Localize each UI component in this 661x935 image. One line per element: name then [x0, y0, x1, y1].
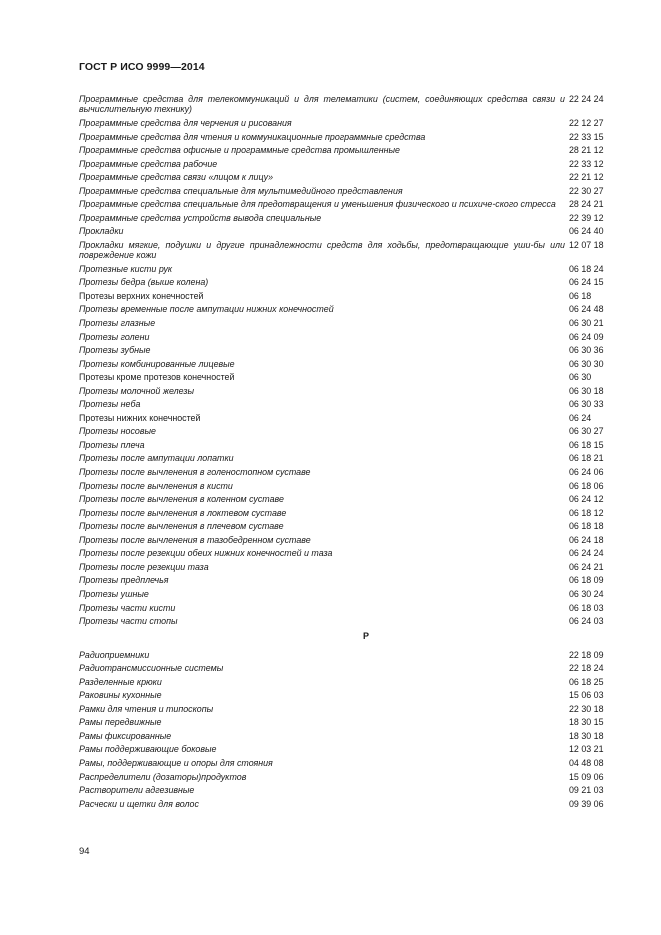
index-entry [79, 372, 613, 382]
entry-term: Протезы носовые [79, 426, 156, 437]
document-header: ГОСТ Р ИСО 9999—2014 [79, 61, 205, 73]
index-entry [79, 291, 613, 301]
entry-code: 12 03 21 [569, 744, 604, 755]
index-entry [79, 277, 613, 287]
index-entry [79, 386, 613, 396]
entry-code: 06 24 48 [569, 304, 604, 315]
entry-term: Рамки для чтения и типоскопы [79, 703, 214, 714]
index-entry [79, 399, 613, 409]
entry-code: 06 24 12 [569, 494, 604, 505]
entry-term: Протезы голени [79, 331, 150, 342]
entry-term: Протезы кроме протезов конечностей [79, 372, 235, 383]
index-entry [79, 440, 613, 450]
entry-term: Рамы поддерживающие боковые [79, 744, 217, 755]
entry-term: Протезы молочной железы [79, 385, 195, 396]
entry-code: 06 24 03 [569, 616, 604, 627]
index-entry [79, 548, 613, 558]
entry-term: Раковины кухонные [79, 690, 162, 701]
index-entry [79, 589, 613, 599]
entry-term: Растворители адгезивные [79, 785, 195, 796]
entry-term: Протезы комбинированные лицевые [79, 358, 235, 369]
entry-term: Протезы части стопы [79, 616, 178, 627]
entry-term: Программные средства для чтения и коммуникационные программные средства [79, 131, 426, 142]
entry-term: Протезы плеча [79, 439, 145, 450]
index-entry [79, 172, 613, 182]
entry-code: 15 06 03 [569, 690, 604, 701]
index-entry [79, 199, 613, 209]
entry-code: 06 18 12 [569, 507, 604, 518]
entry-code: 06 24 24 [569, 548, 604, 559]
entry-term: Рамы передвижные [79, 717, 162, 728]
index-entry [79, 213, 613, 223]
index-entry [79, 616, 613, 626]
index-entry [79, 521, 613, 531]
index-entry [79, 94, 613, 115]
entry-code: 06 30 33 [569, 399, 604, 410]
entry-term: Расчески и щетки для волос [79, 798, 199, 809]
entries-group-r [79, 650, 613, 809]
index-entry [79, 650, 613, 660]
entry-code: 06 24 21 [569, 561, 604, 572]
entry-term: Прокладки [79, 226, 124, 237]
entry-term: Протезные кисти рук [79, 263, 173, 274]
entry-term: Протезы после вычленения в голеностопном суставе [79, 467, 311, 478]
index-entry [79, 132, 613, 142]
index-entry [79, 467, 613, 477]
index-entry [79, 663, 613, 673]
entry-code: 06 30 27 [569, 426, 604, 437]
index-entry [79, 677, 613, 687]
entry-code: 18 30 18 [569, 730, 604, 741]
entry-code: 06 18 06 [569, 480, 604, 491]
index-entry [79, 359, 613, 369]
index-entry [79, 731, 613, 741]
entry-term: Рамы, поддерживающие и опоры для стояния [79, 757, 273, 768]
index-entry [79, 332, 613, 342]
entry-code: 06 24 40 [569, 226, 604, 237]
index-entry [79, 785, 613, 795]
index-entry [79, 159, 613, 169]
entry-code: 06 18 03 [569, 602, 604, 613]
index-entry [79, 345, 613, 355]
entry-code: 09 39 06 [569, 798, 604, 809]
entry-term: Прокладки мягкие, подушки и другие принадлежности средств для ходьбы, предотвращающие уши-бы или повреждение кожи [79, 239, 565, 261]
index-entry [79, 426, 613, 436]
entry-term: Радиотрансмиссионные системы [79, 663, 224, 674]
entry-term: Рамы фиксированные [79, 730, 172, 741]
entry-code: 06 18 [569, 290, 592, 301]
index-entry [79, 186, 613, 196]
entry-code: 22 39 12 [569, 212, 604, 223]
entry-code: 18 30 15 [569, 717, 604, 728]
index-entry [79, 744, 613, 754]
entry-term: Протезы глазные [79, 318, 156, 329]
index-entry [79, 575, 613, 585]
entry-term: Протезы после вычленения в кисти [79, 480, 233, 491]
entry-code: 22 18 24 [569, 663, 604, 674]
entry-term: Протезы временные после ампутации нижних конечностей [79, 304, 334, 315]
entry-term: Радиоприемники [79, 649, 150, 660]
entry-term: Протезы предплечья [79, 575, 169, 586]
entry-code: 06 18 18 [569, 521, 604, 532]
index-entry [79, 562, 613, 572]
entry-term: Протезы ушные [79, 588, 149, 599]
entry-term: Протезы неба [79, 399, 141, 410]
entry-code: 22 18 09 [569, 649, 604, 660]
entry-term: Программные средства офисные и программные средства промышленные [79, 145, 400, 156]
entry-code: 06 30 36 [569, 345, 604, 356]
index-entry [79, 690, 613, 700]
index-entry [79, 772, 613, 782]
entry-term: Протезы после вычленения в плечевом суставе [79, 521, 284, 532]
entries-group-p [79, 94, 613, 626]
entry-term: Протезы после вычленения в коленном суставе [79, 494, 284, 505]
entry-term: Протезы части кисти [79, 602, 176, 613]
index-entry [79, 758, 613, 768]
entry-code: 06 24 15 [569, 277, 604, 288]
entry-code: 06 18 09 [569, 575, 604, 586]
entry-code: 06 30 [569, 372, 592, 383]
entry-term: Протезы зубные [79, 345, 151, 356]
page-number: 94 [79, 846, 90, 857]
index-entry [79, 704, 613, 714]
entry-code: 22 33 15 [569, 131, 604, 142]
index-entry [79, 535, 613, 545]
index-entry [79, 494, 613, 504]
index-entry [79, 603, 613, 613]
entry-term: Протезы после ампутации лопатки [79, 453, 234, 464]
index-entry [79, 481, 613, 491]
entry-code: 22 30 27 [569, 185, 604, 196]
entry-term: Протезы бедра (выше колена) [79, 277, 209, 288]
entry-code: 06 18 15 [569, 439, 604, 450]
entry-code: 22 21 12 [569, 172, 604, 183]
index-entry [79, 318, 613, 328]
entry-code: 06 18 25 [569, 676, 604, 687]
entry-term: Протезы верхних конечностей [79, 290, 204, 301]
entry-code: 04 48 08 [569, 757, 604, 768]
index-entry [79, 304, 613, 314]
entry-code: 06 18 24 [569, 263, 604, 274]
entry-term: Протезы после резекции таза [79, 561, 209, 572]
index-entry [79, 240, 613, 261]
entry-term: Программные средства связи «лицом к лицу» [79, 172, 274, 183]
entry-code: 15 09 06 [569, 771, 604, 782]
index-entry [79, 413, 613, 423]
entry-code: 12 07 18 [569, 239, 604, 250]
entry-term: Программные средства специальные для предотвращения и уменьшения физического и психиче-ского стресса [79, 199, 556, 210]
index-entries [79, 94, 613, 812]
index-entry [79, 799, 613, 809]
index-entry [79, 145, 613, 155]
entry-term: Программные средства рабочие [79, 158, 218, 169]
entry-code: 22 30 18 [569, 703, 604, 714]
entry-code: 06 24 06 [569, 467, 604, 478]
index-entry [79, 226, 613, 236]
entry-code: 06 30 30 [569, 358, 604, 369]
entry-code: 06 24 18 [569, 534, 604, 545]
entry-code: 06 18 21 [569, 453, 604, 464]
entry-term: Программные средства устройств вывода специальные [79, 212, 322, 223]
entry-term: Протезы после вычленения в тазобедренном суставе [79, 534, 311, 545]
entry-code: 09 21 03 [569, 785, 604, 796]
entry-code: 06 30 18 [569, 385, 604, 396]
section-letter: Р [362, 630, 369, 641]
entry-code: 06 30 21 [569, 318, 604, 329]
index-entry [79, 453, 613, 463]
entry-code: 22 24 24 [569, 94, 604, 104]
entry-code: 22 33 12 [569, 158, 604, 169]
entry-term: Протезы нижних конечностей [79, 412, 201, 423]
index-entry [79, 264, 613, 274]
entry-term: Программные средства для телекоммуникаций и для телематики (систем, соединяющих средства связи и вычислительную технику) [79, 94, 565, 115]
entry-term: Протезы после вычленения в локтевом суставе [79, 507, 287, 518]
entry-term: Распределители (дозаторы)продуктов [79, 771, 247, 782]
index-entry [79, 717, 613, 727]
entry-code: 06 30 24 [569, 588, 604, 599]
entry-term: Программные средства специальные для мультимедийного представления [79, 185, 403, 196]
entry-term: Разделенные крюки [79, 676, 162, 687]
entry-code: 28 24 21 [569, 199, 604, 210]
entry-term: Программные средства для черчения и рисования [79, 117, 292, 128]
entry-code: 28 21 12 [569, 145, 604, 156]
entry-code: 22 12 27 [569, 117, 604, 128]
entry-code: 06 24 [569, 412, 592, 423]
entry-code: 06 24 09 [569, 331, 604, 342]
entry-term: Протезы после резекции обеих нижних конечностей и таза [79, 548, 333, 559]
index-entry [79, 508, 613, 518]
index-entry [79, 118, 613, 128]
